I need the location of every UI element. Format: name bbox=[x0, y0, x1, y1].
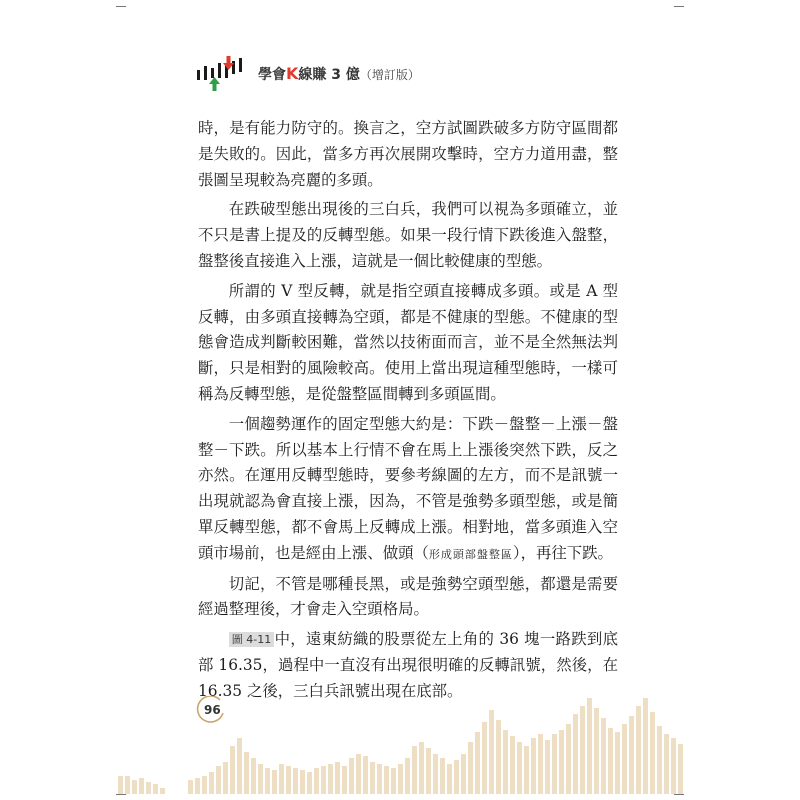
decorative-bar bbox=[545, 740, 550, 794]
decorative-bar bbox=[454, 760, 459, 794]
paragraph: 切記，不管是哪種長黑，或是強勢空頭型態，都還是需要經過整理後，才會走入空頭格局。 bbox=[198, 574, 618, 619]
decorative-bar bbox=[573, 714, 578, 794]
decorative-bar bbox=[524, 746, 529, 794]
decorative-bar bbox=[671, 738, 676, 794]
decorative-bar bbox=[664, 734, 669, 794]
decorative-bar bbox=[580, 706, 585, 794]
decorative-bar bbox=[601, 718, 606, 794]
decorative-bar bbox=[594, 708, 599, 794]
decorative-bar bbox=[433, 754, 438, 794]
decorative-bar bbox=[209, 772, 214, 794]
paragraph: 所謂的 V 型反轉，就是指空頭直接轉成多頭。或是 A 型反轉，由多頭直接轉為空頭，都是不健康的型態。不健康的型態會造成判斷較困難，當然以技術面而言，並不是全然無法判斷，只是相對的風險較高。使用上當出現這種型態時，一樣可稱為反轉型態，是從盤整區間轉到多頭區間。 bbox=[198, 281, 618, 403]
decorative-bar bbox=[622, 724, 627, 794]
crop-mark bbox=[116, 6, 126, 7]
decorative-bar bbox=[447, 764, 452, 794]
candlestick-logo-icon bbox=[196, 54, 250, 92]
decorative-bar bbox=[328, 764, 333, 794]
decorative-bar bbox=[342, 766, 347, 794]
decorative-bar bbox=[440, 758, 445, 794]
page-number: 96 bbox=[204, 703, 221, 717]
decorative-bar bbox=[482, 722, 487, 794]
decorative-bar bbox=[531, 738, 536, 794]
decorative-bar bbox=[118, 776, 123, 794]
decorative-bar bbox=[405, 758, 410, 794]
paragraph: 在跌破型態出現後的三白兵，我們可以視為多頭確立，並不只是書上提及的反轉型態。如果一段行情下跌後進入盤整，盤整後直接進入上漲，這就是一個比較健康的型態。 bbox=[198, 200, 618, 270]
decorative-bar bbox=[160, 788, 165, 794]
decorative-bar bbox=[300, 770, 305, 794]
decorative-bar bbox=[377, 764, 382, 794]
decorative-bar bbox=[398, 764, 403, 794]
decorative-bar bbox=[517, 742, 522, 794]
decorative-bar bbox=[559, 730, 564, 794]
decorative-bar bbox=[412, 746, 417, 794]
decorative-bar bbox=[188, 780, 193, 794]
decorative-bar bbox=[566, 724, 571, 794]
decorative-bar bbox=[489, 710, 494, 794]
book-title: 學會K線賺 3 億（增訂版） bbox=[258, 64, 420, 83]
decorative-bar bbox=[321, 766, 326, 794]
decorative-bar bbox=[307, 772, 312, 794]
decorative-bar bbox=[146, 782, 151, 794]
decorative-bar bbox=[552, 734, 557, 794]
decorative-bar bbox=[251, 758, 256, 794]
decorative-bar bbox=[384, 766, 389, 794]
decorative-bar bbox=[678, 744, 683, 794]
decorative-bar bbox=[139, 778, 144, 794]
decorative-bar bbox=[237, 738, 242, 794]
decorative-bar bbox=[216, 766, 221, 794]
decorative-bar bbox=[202, 776, 207, 794]
decorative-bar bbox=[356, 754, 361, 794]
decorative-bar bbox=[153, 784, 158, 794]
decorative-bar bbox=[636, 706, 641, 794]
decorative-bar bbox=[538, 734, 543, 794]
decorative-bar bbox=[496, 720, 501, 794]
decorative-bar bbox=[293, 768, 298, 794]
decorative-bar bbox=[230, 746, 235, 794]
decorative-bar bbox=[629, 716, 634, 794]
decorative-bar bbox=[223, 762, 228, 794]
decorative-bar bbox=[272, 770, 277, 794]
decorative-bar bbox=[391, 768, 396, 794]
decorative-bar bbox=[265, 768, 270, 794]
crop-mark bbox=[116, 794, 126, 795]
decorative-bar bbox=[657, 726, 662, 794]
running-header bbox=[196, 54, 496, 92]
decorative-bar bbox=[419, 742, 424, 794]
crop-mark bbox=[674, 794, 684, 795]
decorative-bar bbox=[244, 752, 249, 794]
decorative-bar bbox=[510, 736, 515, 794]
decorative-bar bbox=[258, 764, 263, 794]
body-text bbox=[198, 116, 618, 709]
decorative-bar bbox=[314, 768, 319, 794]
figure-reference: 圖 4-11 bbox=[229, 632, 274, 647]
paragraph: 一個趨勢運作的固定型態大約是：下跌－盤整－上漲－盤整－下跌。所以基本上行情不會在馬上上漲後突然下跌，反之亦然。在運用反轉型態時，要參考線圖的左方，而不是訊號一出現就認為會直接上漲，因為，不管是強勢多頭型態，或是簡單反轉型態，都不會馬上反轉成上漲。相對地，當多頭進入空頭市場前，也是經由上漲、做頭（形成頭部盤整區），再往下跌。 bbox=[198, 414, 618, 562]
crop-mark bbox=[674, 6, 684, 7]
decorative-bar bbox=[461, 754, 466, 794]
decorative-bar bbox=[363, 756, 368, 794]
decorative-bar bbox=[650, 712, 655, 794]
decorative-bar bbox=[426, 748, 431, 794]
decorative-bar bbox=[615, 732, 620, 794]
decorative-bar bbox=[335, 762, 340, 794]
decorative-bar bbox=[370, 762, 375, 794]
decorative-bar bbox=[349, 758, 354, 794]
paragraph: 時，是有能力防守的。換言之，空方試圖跌破多方防守區間都是失敗的。因此，當多方再次展開攻擊時，空方力道用盡，整張圖呈現較為亮麗的多頭。 bbox=[198, 119, 618, 189]
parenthetical-note: 形成頭部盤整區 bbox=[428, 547, 513, 561]
decorative-bar bbox=[587, 698, 592, 794]
paragraph: 圖 4-11 中，遠東紡織的股票從左上角的 36 塊一路跌到底部 16.35，過程中一直沒有出現很明確的反轉訊號，然後，在 16.35 之後，三白兵訊號出現在底部。 bbox=[198, 630, 618, 700]
decorative-bar bbox=[643, 698, 648, 794]
decorative-bar bbox=[132, 780, 137, 794]
decorative-bar bbox=[468, 742, 473, 794]
decorative-bar bbox=[195, 778, 200, 794]
decorative-bar bbox=[286, 766, 291, 794]
decorative-bar bbox=[608, 728, 613, 794]
decorative-bar bbox=[279, 764, 284, 794]
decorative-bar bbox=[475, 732, 480, 794]
decorative-bar bbox=[503, 730, 508, 794]
decorative-bar bbox=[125, 776, 130, 794]
